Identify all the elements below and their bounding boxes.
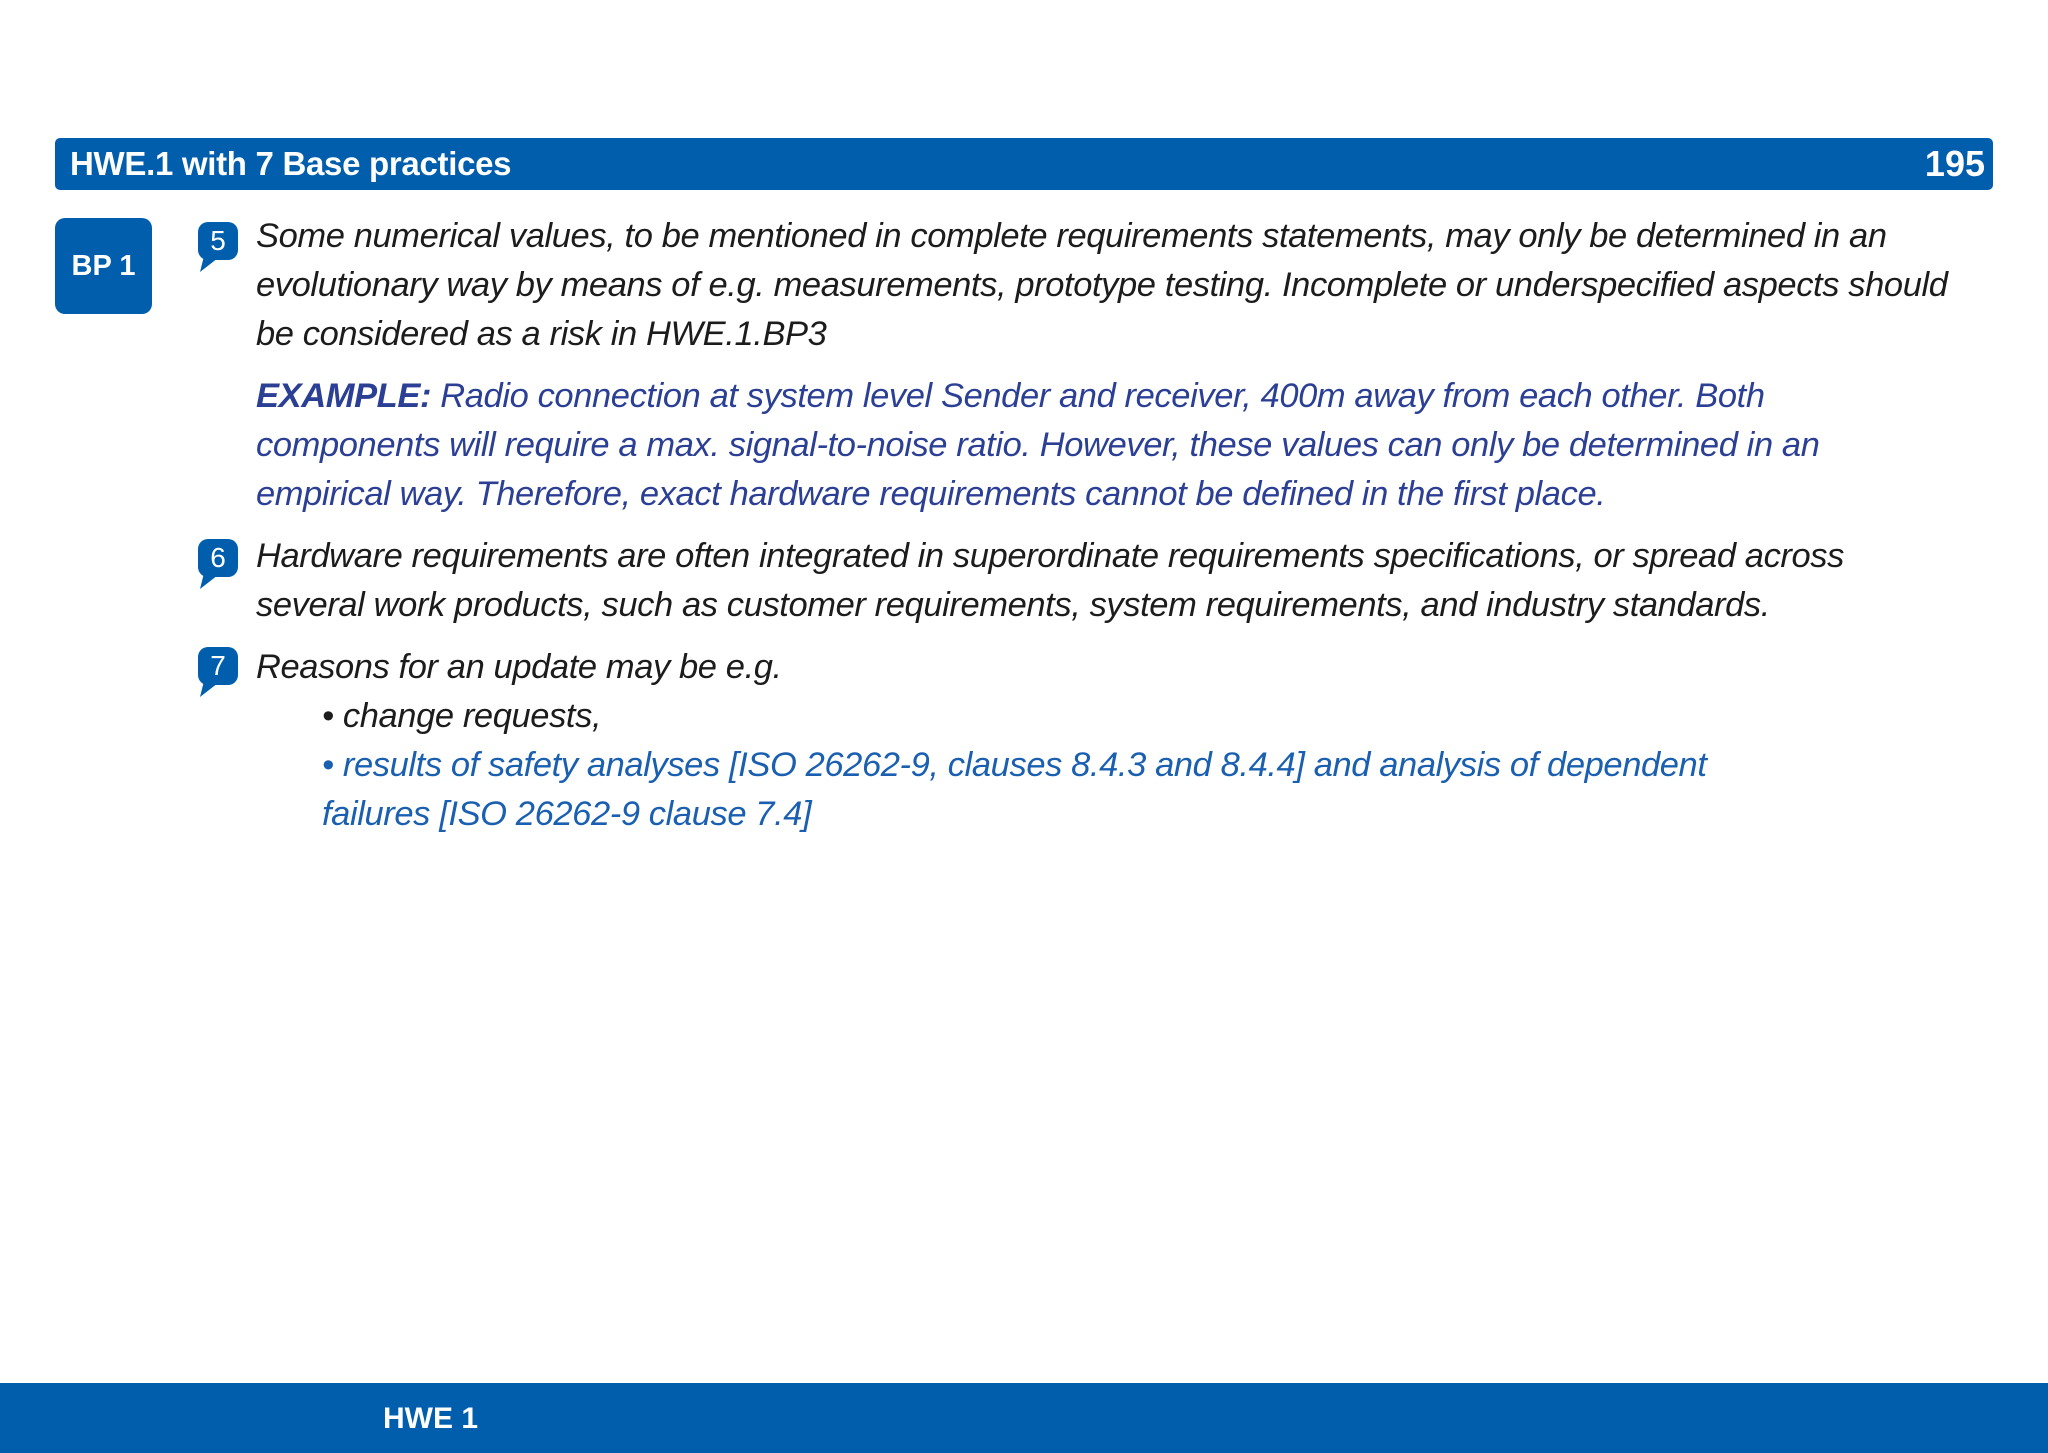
example-label: EXAMPLE:: [256, 377, 432, 415]
bp-badge: BP 1: [55, 218, 152, 314]
note-number-bubble: [196, 645, 240, 697]
footer-label: HWE 1: [383, 1402, 479, 1435]
bullet-item: • results of safety analyses [ISO 26262-9, clauses 8.4.3 and 8.4.4] and analysis of dependent failures [ISO 26262-9 clause 7.4]: [322, 746, 1707, 833]
page-number: 195: [1924, 143, 1985, 184]
page-title: HWE.1 with 7 Base practices: [70, 145, 512, 182]
note-number: 6: [210, 542, 226, 573]
note-text: Hardware requirements are often integrated in superordinate requirements specifications, or spread across several work products, such as customer requirements, system requirements, and industry standards.: [256, 537, 1845, 624]
example-block: [256, 372, 1956, 519]
note-number: 7: [210, 650, 226, 681]
note-number-bubble: [196, 220, 240, 272]
footer-bar: [0, 1383, 2048, 1453]
note-number: 5: [210, 225, 226, 256]
note-text: Reasons for an update may be e.g.: [256, 648, 782, 686]
header-bar: [55, 138, 1993, 190]
bullet-item: • change requests,: [322, 697, 602, 735]
example-text: Radio connection at system level Sender and receiver, 400m away from each other. Both components will require a max. signal-to-noise ratio. However, these values can only be determined in an empirical way. Therefore, exact hardware requirements cannot be defined in the first place.: [256, 377, 1820, 513]
note-text: Some numerical values, to be mentioned in complete requirements statements, may only be determined in an evolutionary way by means of e.g. measurements, prototype testing. Incomplete or underspecified aspects should be considered as a risk in HWE.1.BP3: [256, 217, 1948, 353]
note-number-bubble: [196, 537, 240, 589]
